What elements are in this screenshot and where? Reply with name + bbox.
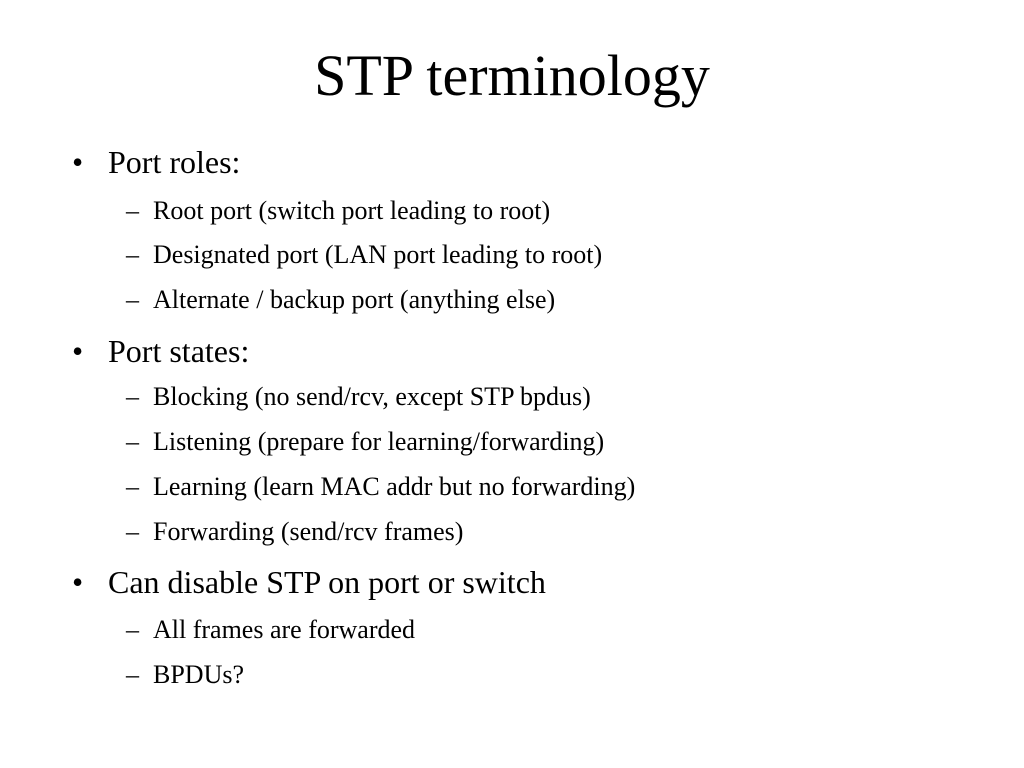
dash-marker: – (126, 382, 139, 411)
dash-marker: – (126, 615, 139, 644)
dash-marker: – (126, 196, 139, 225)
sub-item-text: Designated port (LAN port leading to root) (153, 240, 603, 269)
bullet-marker: • (72, 564, 84, 600)
sub-item-text: Learning (learn MAC addr but no forwarding) (153, 472, 636, 501)
dash-marker: – (126, 472, 139, 501)
sub-item-text: Listening (prepare for learning/forwarding) (153, 427, 605, 456)
sub-item-text: Forwarding (send/rcv frames) (153, 517, 464, 546)
bullet-marker: • (72, 144, 84, 180)
sub-item-text: Root port (switch port leading to root) (153, 196, 551, 225)
bullet-text: Can disable STP on port or switch (108, 564, 546, 600)
bullet-disable-stp (72, 562, 546, 602)
bullet-port-roles (72, 142, 240, 182)
sub-item (126, 239, 602, 271)
bullet-text: Port roles: (108, 144, 241, 180)
sub-item (126, 471, 635, 503)
dash-marker: – (126, 427, 139, 456)
dash-marker: – (126, 517, 139, 546)
sub-item (126, 516, 463, 548)
dash-marker: – (126, 285, 139, 314)
dash-marker: – (126, 660, 139, 689)
dash-marker: – (126, 240, 139, 269)
sub-item (126, 195, 550, 227)
bullet-marker: • (72, 333, 84, 369)
bullet-text: Port states: (108, 333, 250, 369)
sub-item (126, 659, 244, 691)
slide-title: STP terminology (314, 43, 710, 108)
sub-item-text: Alternate / backup port (anything else) (153, 285, 556, 314)
sub-item-text: Blocking (no send/rcv, except STP bpdus) (153, 382, 591, 411)
sub-item (126, 426, 604, 458)
sub-item (126, 614, 415, 646)
sub-item (126, 381, 591, 413)
bullet-port-states (72, 331, 249, 371)
sub-item-text: All frames are forwarded (153, 615, 416, 644)
sub-item-text: BPDUs? (153, 660, 245, 689)
sub-item (126, 284, 555, 316)
